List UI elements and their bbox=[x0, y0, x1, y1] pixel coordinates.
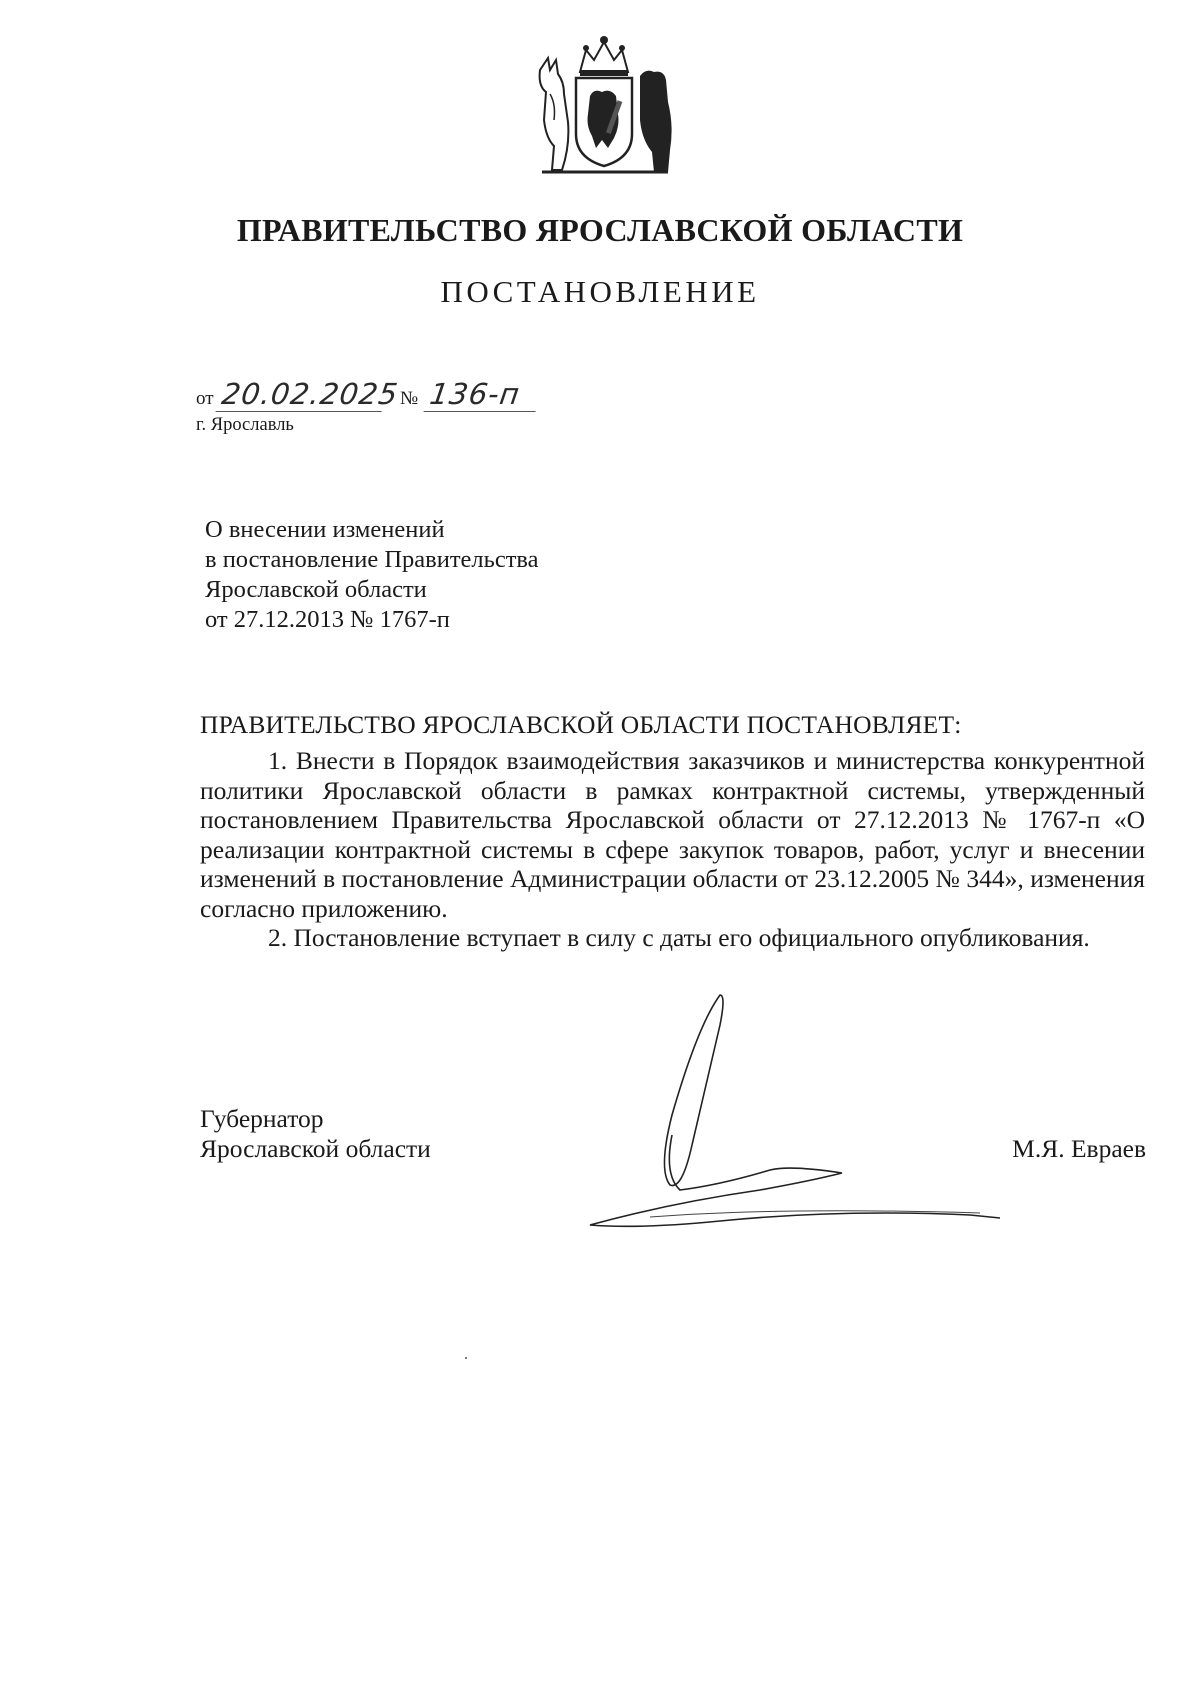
handwritten-number: 136-п bbox=[424, 377, 541, 412]
decree-item-2: 2. Постановление вступает в силу с даты его официального опубликования. bbox=[268, 923, 1090, 952]
subject-line: Ярославской области bbox=[205, 576, 427, 603]
from-label: от bbox=[196, 388, 214, 409]
subject-block bbox=[205, 515, 539, 635]
handwritten-signature-icon bbox=[580, 985, 1020, 1255]
subject-line: О внесении изменений bbox=[205, 516, 445, 543]
signer-name: М.Я. Евраев bbox=[1012, 1134, 1146, 1163]
decree-body bbox=[200, 746, 1145, 953]
organization-title: ПРАВИТЕЛЬСТВО ЯРОСЛАВСКОЙ ОБЛАСТИ bbox=[236, 212, 964, 248]
yaroslavl-coat-of-arms-icon bbox=[528, 30, 680, 182]
decree-item-1: 1. Внести в Порядок взаимодействия заказчиков и министерства конкурентной политики Ярославской области в рамках контрактной системы, утвержденный постановлением Правительства Ярославской области от 27.12.2013 № 1767-п «О реализации контрактной системы в сфере закупок товаров, работ, услуг и внесении изменений в постановление Администрации области от 23.12.2005 № 344», изменения согласно приложению. bbox=[200, 746, 1145, 923]
number-label: № bbox=[400, 388, 419, 409]
signer-position bbox=[200, 1104, 431, 1164]
subject-line: от 27.12.2013 № 1767-п bbox=[205, 606, 450, 633]
signer-position-line: Ярославской области bbox=[200, 1134, 431, 1163]
subject-line: в постановление Правительства bbox=[205, 546, 539, 573]
decree-heading: ПРАВИТЕЛЬСТВО ЯРОСЛАВСКОЙ ОБЛАСТИ ПОСТАНОВЛЯЕТ: bbox=[200, 710, 962, 739]
handwritten-date: 20.02.2025 bbox=[216, 377, 387, 412]
date-number-line bbox=[196, 378, 636, 412]
signer-position-line: Губернатор bbox=[200, 1104, 324, 1133]
scan-speck bbox=[465, 1357, 467, 1359]
document-type: ПОСТАНОВЛЕНИЕ bbox=[440, 274, 760, 309]
city-label: г. Ярославль bbox=[196, 415, 294, 435]
